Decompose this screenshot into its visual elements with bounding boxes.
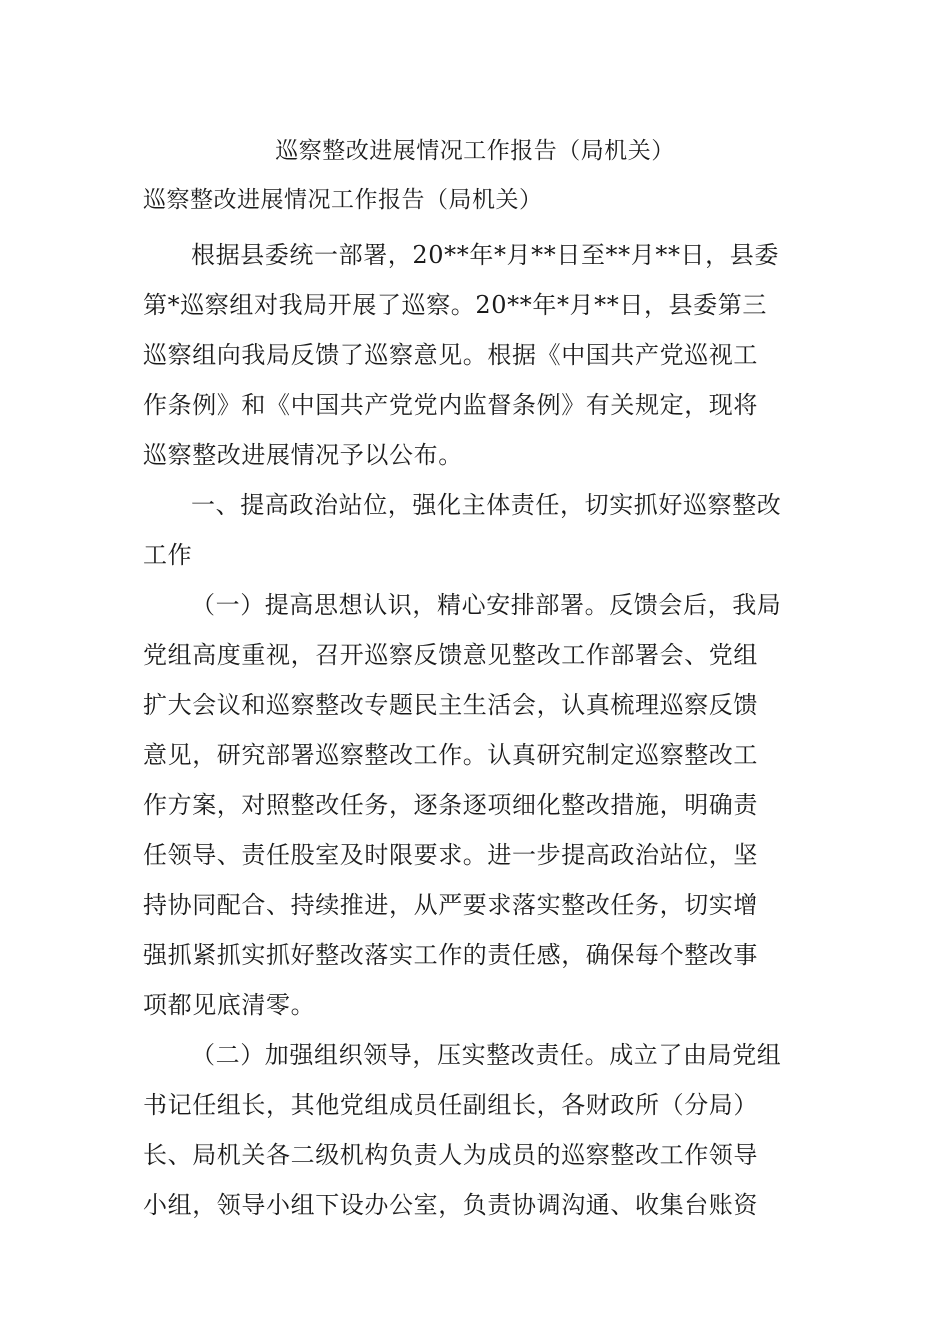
text-line: 小组，领导小组下设办公室，负责协调沟通、收集台账资 <box>143 1191 758 1219</box>
paragraph-intro <box>143 230 813 480</box>
text-line: 持协同配合、持续推进，从严要求落实整改任务，切实增 <box>143 891 758 919</box>
paragraph-subsection-two <box>143 1030 813 1230</box>
document-body <box>143 230 813 1230</box>
text-line: 扩大会议和巡察整改专题民主生活会，认真梳理巡察反馈 <box>143 691 758 719</box>
text-line: 巡察组向我局反馈了巡察意见。根据《中国共产党巡视工 <box>143 341 758 369</box>
text-line: 作条例》和《中国共产党党内监督条例》有关规定，现将 <box>143 391 758 419</box>
text-line: 强抓紧抓实抓好整改落实工作的责任感，确保每个整改事 <box>143 941 758 969</box>
text-line: 项都见底清零。 <box>143 991 316 1019</box>
text-line: 一、提高政治站位，强化主体责任，切实抓好巡察整改 <box>191 491 782 519</box>
text-line: 书记任组长，其他党组成员任副组长，各财政所（分局） <box>143 1091 758 1119</box>
text-line: （一）提高思想认识，精心安排部署。反馈会后，我局 <box>191 591 782 619</box>
document-title: 巡察整改进展情况工作报告（局机关） <box>275 138 675 164</box>
text-line: 第*巡察组对我局开展了巡察。20**年*月**日，县委第三 <box>143 291 767 319</box>
document-subtitle: 巡察整改进展情况工作报告（局机关） <box>143 187 543 213</box>
text-line: 巡察整改进展情况予以公布。 <box>143 441 463 469</box>
paragraph-subsection-one <box>143 580 813 1030</box>
text-line: 党组高度重视，召开巡察反馈意见整改工作部署会、党组 <box>143 641 758 669</box>
text-line: 根据县委统一部署，20**年*月**日至**月**日，县委 <box>191 241 779 269</box>
text-line: 作方案，对照整改任务，逐条逐项细化整改措施，明确责 <box>143 791 758 819</box>
text-line: 工作 <box>143 541 193 569</box>
text-line: （二）加强组织领导，压实整改责任。成立了由局党组 <box>191 1041 782 1069</box>
text-line: 长、局机关各二级机构负责人为成员的巡察整改工作领导 <box>143 1141 758 1169</box>
text-line: 意见，研究部署巡察整改工作。认真研究制定巡察整改工 <box>143 741 758 769</box>
text-line: 任领导、责任股室及时限要求。进一步提高政治站位，坚 <box>143 841 758 869</box>
section-heading-one <box>143 480 813 580</box>
